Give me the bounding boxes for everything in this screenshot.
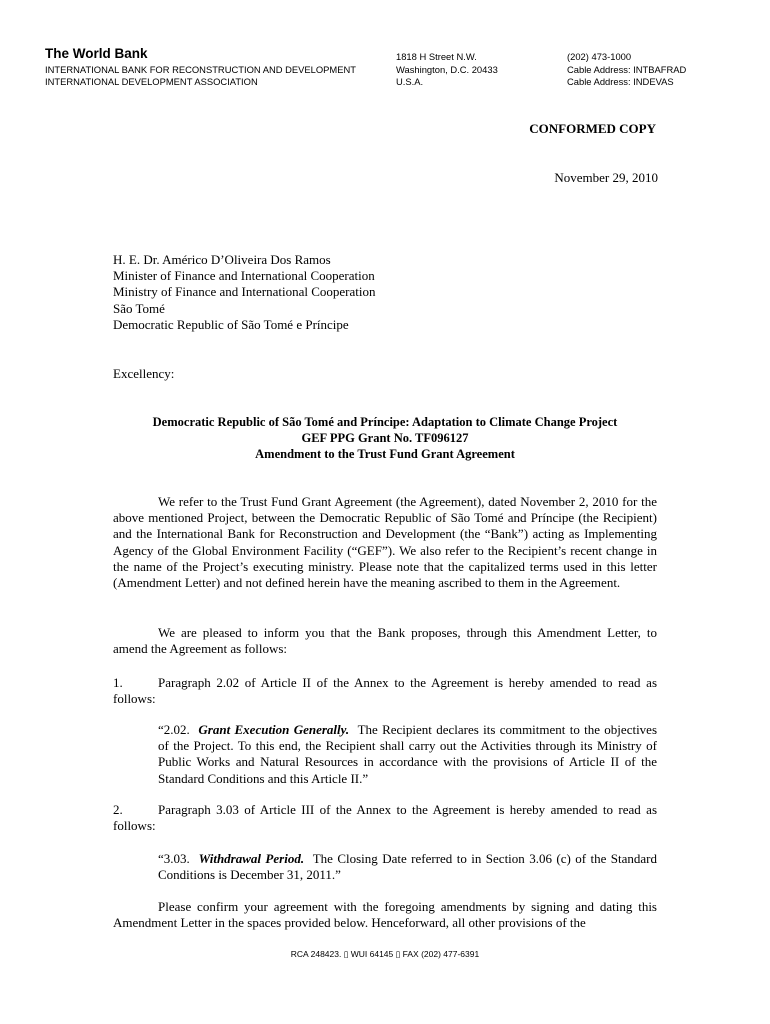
amendment-quote-1 xyxy=(158,722,657,787)
letter-date: November 29, 2010 xyxy=(554,170,658,185)
letterhead-address-line-3: U.S.A. xyxy=(396,76,424,87)
recipient-line: São Tomé xyxy=(113,300,165,316)
conformed-copy-label: CONFORMED COPY xyxy=(529,121,656,136)
item-number: 2. xyxy=(113,802,123,817)
quote-section-number: “2.02. xyxy=(158,722,190,737)
quote-section-number: “3.03. xyxy=(158,851,190,866)
body-paragraph-5: Please confirm your agreement with the foregoing amendments by signing and dating this Amendment Letter in the spaces provided below. Henceforward, all other provisions of the xyxy=(113,899,657,931)
quote-section-title: Grant Execution Generally. xyxy=(198,722,350,737)
letterhead-org-line-1: INTERNATIONAL BANK FOR RECONSTRUCTION AND DEVELOPMENT xyxy=(45,64,356,75)
letterhead-address-line-1: 1818 H Street N.W. xyxy=(396,51,477,62)
amendment-quote-2 xyxy=(158,851,657,883)
salutation: Excellency: xyxy=(113,366,175,381)
letterhead-phone: (202) 473-1000 xyxy=(567,51,632,62)
amendment-item-2 xyxy=(113,802,657,834)
quote-text: The Closing Date referred to in Section 3.06 (c) of the Standard Conditions is December 31, 2011.” xyxy=(158,851,658,883)
body-paragraph-1: We refer to the Trust Fund Grant Agreement (the Agreement), dated November 2, 2010 for the above mentioned Project, between the Democratic Republic of São Tomé and Príncipe (the Recipient) and the International Bank for Reconstruction and Development (the “Bank”) acting as Implementing Agency of the Global Environment Facility (“GEF”). We also refer to the Recipient’s recent change in the name of the Project’s executing ministry. Please note that the capitalized terms used in this letter (Amendment Letter) and not defined herein have the meaning ascribed to them in the Agreement. xyxy=(113,494,657,591)
recipient-line: Minister of Finance and International Cooperation xyxy=(113,268,375,284)
recipient-line: Democratic Republic of São Tomé e Príncipe xyxy=(113,316,349,332)
letterhead-cable-1: Cable Address: INTBAFRAD xyxy=(567,64,687,75)
subject-line: Amendment to the Trust Fund Grant Agreement xyxy=(255,447,515,462)
subject-line: GEF PPG Grant No. TF096127 xyxy=(301,431,469,446)
recipient-address xyxy=(113,252,375,333)
body-paragraph-2: We are pleased to inform you that the Bank proposes, through this Amendment Letter, to amend the Agreement as follows: xyxy=(113,625,657,657)
recipient-line: Ministry of Finance and International Cooperation xyxy=(113,284,376,300)
quote-section-title: Withdrawal Period. xyxy=(198,851,305,866)
letterhead-org-line-2: INTERNATIONAL DEVELOPMENT ASSOCIATION xyxy=(45,76,258,87)
amendment-item-1 xyxy=(113,675,657,707)
letterhead-org-name: The World Bank xyxy=(45,46,148,61)
quote-text: The Recipient declares its commitment to the objectives of the Project. To this end, the Recipient shall carry out the Activities through its Ministry of Public Works and Natural Resources in accordance with the provisions of Article II of the Standard Conditions and this Article II.” xyxy=(158,722,658,786)
recipient-line: H. E. Dr. Américo D’Oliveira Dos Ramos xyxy=(113,252,331,267)
subject-block xyxy=(113,414,657,463)
item-number: 1. xyxy=(113,675,123,690)
item-text: Paragraph 3.03 of Article III of the Annex to the Agreement is hereby amended to read as follows: xyxy=(113,802,657,834)
letterhead-cable-2: Cable Address: INDEVAS xyxy=(567,76,674,87)
subject-line: Democratic Republic of São Tomé and Príncipe: Adaptation to Climate Change Project xyxy=(152,415,618,429)
page-footer: RCA 248423. ▯ WUI 64145 ▯ FAX (202) 477-6391 xyxy=(290,949,480,959)
letterhead-address-line-2: Washington, D.C. 20433 xyxy=(396,64,498,75)
item-text: Paragraph 2.02 of Article II of the Annex to the Agreement is hereby amended to read as follows: xyxy=(113,675,657,707)
